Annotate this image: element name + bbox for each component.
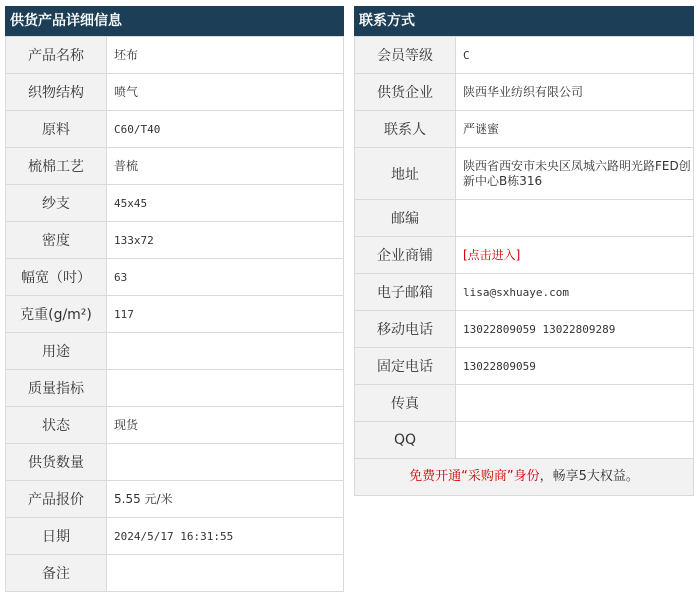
remarks-label: 备注 (6, 555, 107, 592)
quality-index-value (107, 370, 344, 407)
product-name-label: 产品名称 (6, 37, 107, 74)
buyer-promo-banner[interactable] (354, 459, 694, 496)
price-value: 5.55 元/米 (107, 481, 344, 518)
date-value: 2024/5/17 16:31:55 (107, 518, 344, 555)
width-label: 幅宽（吋） (6, 259, 107, 296)
yarn-count-value: 45x45 (107, 185, 344, 222)
shop-cell (456, 237, 694, 274)
usage-label: 用途 (6, 333, 107, 370)
row-status (6, 407, 344, 444)
contact-table (354, 36, 694, 459)
row-fax (355, 385, 694, 422)
product-details-panel (5, 6, 344, 592)
carding-process-value: 普梳 (107, 148, 344, 185)
row-address (355, 148, 694, 200)
price-label: 产品报价 (6, 481, 107, 518)
member-level-value: C (456, 37, 694, 74)
landline-value: 13022809059 (456, 348, 694, 385)
enter-shop-link[interactable]: [点击进入] (463, 247, 521, 262)
buyer-promo-highlight[interactable]: 免费开通“采购商”身份 (409, 469, 540, 484)
yarn-count-label: 纱支 (6, 185, 107, 222)
date-label: 日期 (6, 518, 107, 555)
row-supply-quantity (6, 444, 344, 481)
material-value: C60/T40 (107, 111, 344, 148)
density-value: 133x72 (107, 222, 344, 259)
density-label: 密度 (6, 222, 107, 259)
row-usage (6, 333, 344, 370)
row-email (355, 274, 694, 311)
row-material (6, 111, 344, 148)
usage-value (107, 333, 344, 370)
row-mobile (355, 311, 694, 348)
fabric-structure-value: 喷气 (107, 74, 344, 111)
row-width (6, 259, 344, 296)
row-member-level (355, 37, 694, 74)
contact-person-label: 联系人 (355, 111, 456, 148)
row-contact-person (355, 111, 694, 148)
row-shop (355, 237, 694, 274)
carding-process-label: 梳棉工艺 (6, 148, 107, 185)
row-qq (355, 422, 694, 459)
weight-value: 117 (107, 296, 344, 333)
row-density (6, 222, 344, 259)
row-remarks (6, 555, 344, 592)
row-weight (6, 296, 344, 333)
qq-label: QQ (355, 422, 456, 459)
fax-value (456, 385, 694, 422)
product-details-table (5, 36, 344, 592)
weight-label: 克重(g/m²) (6, 296, 107, 333)
mobile-label: 移动电话 (355, 311, 456, 348)
remarks-value (107, 555, 344, 592)
fabric-structure-label: 织物结构 (6, 74, 107, 111)
row-date (6, 518, 344, 555)
postcode-value (456, 200, 694, 237)
postcode-label: 邮编 (355, 200, 456, 237)
contact-person-value: 严谜蜜 (456, 111, 694, 148)
row-quality-index (6, 370, 344, 407)
row-product-name (6, 37, 344, 74)
supplier-company-label: 供货企业 (355, 74, 456, 111)
material-label: 原料 (6, 111, 107, 148)
row-fabric-structure (6, 74, 344, 111)
row-price (6, 481, 344, 518)
product-details-title: 供货产品详细信息 (5, 6, 344, 36)
row-supplier-company (355, 74, 694, 111)
address-label: 地址 (355, 148, 456, 200)
row-landline (355, 348, 694, 385)
contact-panel (354, 6, 694, 496)
status-value: 现货 (107, 407, 344, 444)
supply-quantity-label: 供货数量 (6, 444, 107, 481)
width-value: 63 (107, 259, 344, 296)
quality-index-label: 质量指标 (6, 370, 107, 407)
status-label: 状态 (6, 407, 107, 444)
landline-label: 固定电话 (355, 348, 456, 385)
supplier-company-value: 陕西华业纺织有限公司 (456, 74, 694, 111)
row-carding-process (6, 148, 344, 185)
email-value: lisa@sxhuaye.com (456, 274, 694, 311)
contact-title: 联系方式 (354, 6, 694, 36)
supply-quantity-value (107, 444, 344, 481)
shop-label: 企业商铺 (355, 237, 456, 274)
row-yarn-count (6, 185, 344, 222)
member-level-label: 会员等级 (355, 37, 456, 74)
mobile-value: 13022809059 13022809289 (456, 311, 694, 348)
qq-value (456, 422, 694, 459)
row-postcode (355, 200, 694, 237)
email-label: 电子邮箱 (355, 274, 456, 311)
fax-label: 传真 (355, 385, 456, 422)
product-name-value: 坯布 (107, 37, 344, 74)
address-value: 陕西省西安市未央区凤城六路明光路FED创新中心B栋316 (456, 148, 694, 200)
buyer-promo-text: ，畅享5大权益。 (539, 469, 639, 484)
